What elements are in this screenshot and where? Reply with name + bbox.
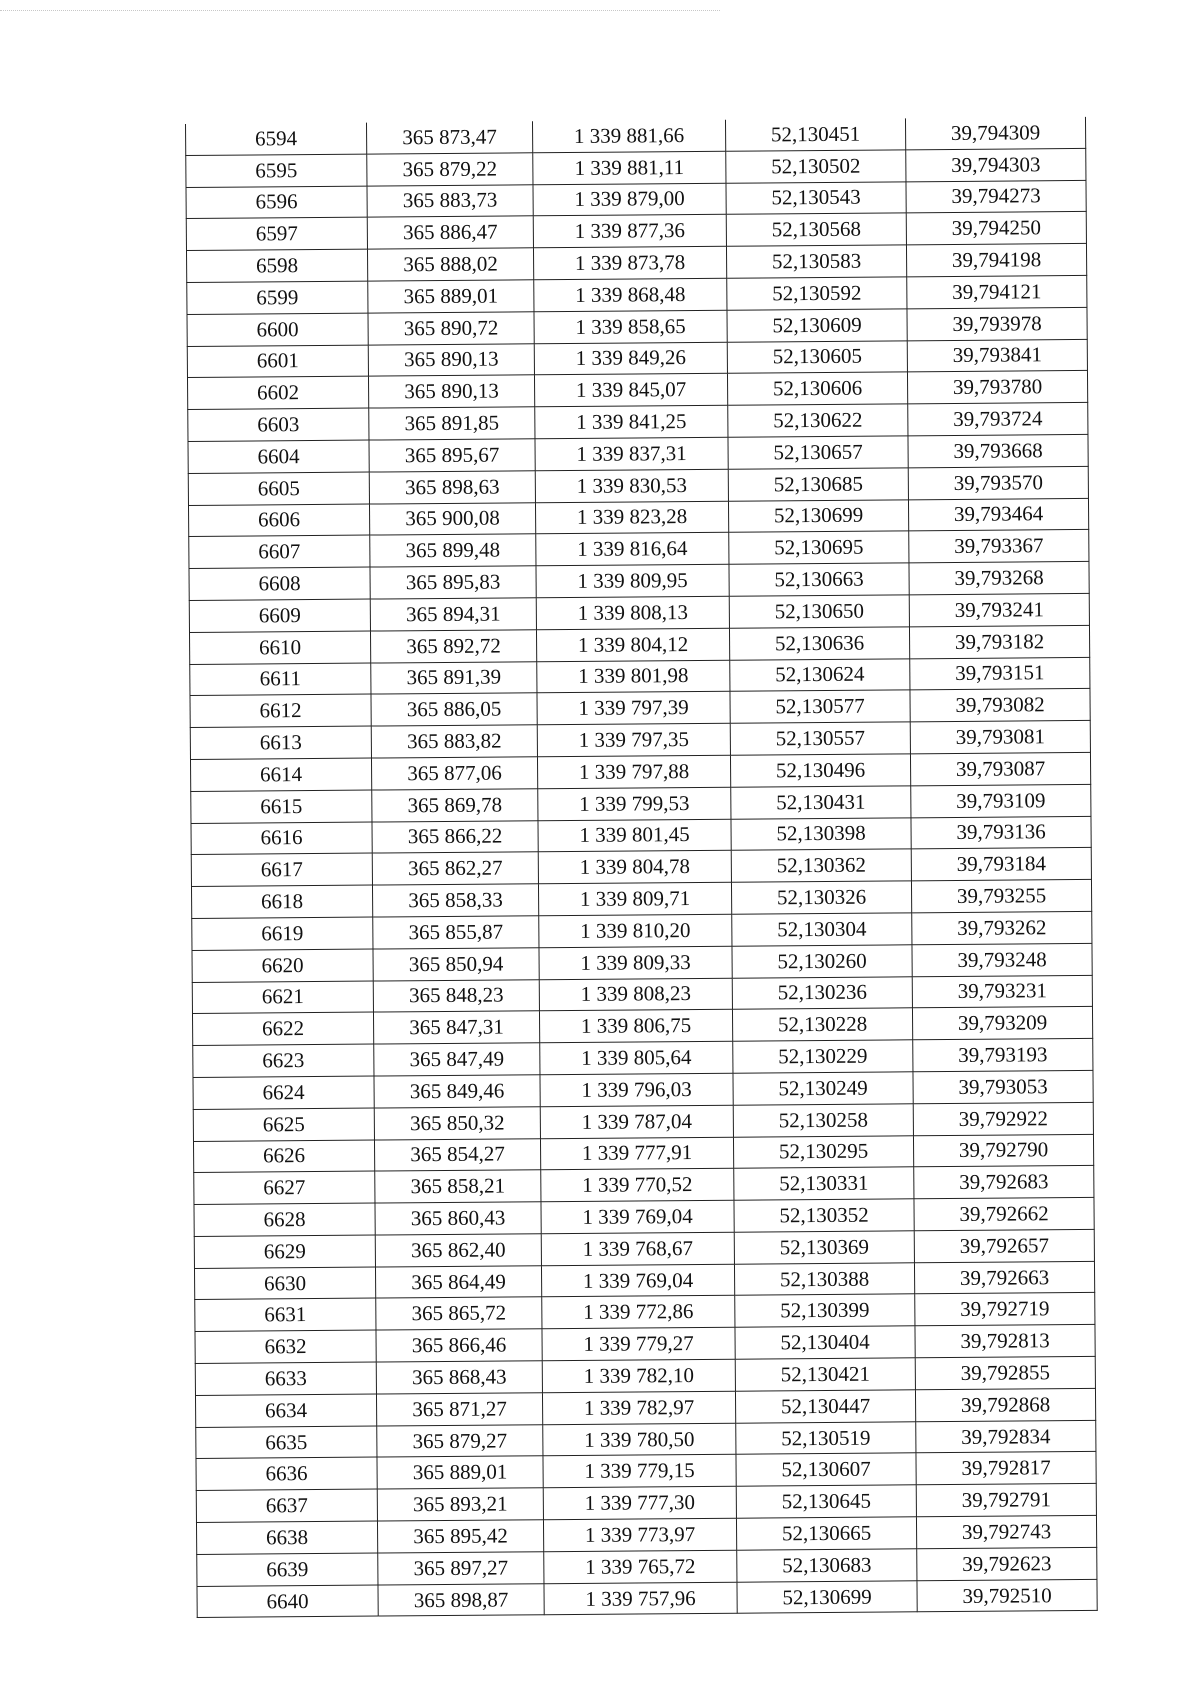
coord-x-cell: 365 847,49: [374, 1043, 540, 1076]
point-number-cell: 6612: [190, 694, 371, 727]
coord-y-cell: 1 339 782,97: [542, 1391, 735, 1424]
latitude-cell: 52,130699: [737, 1580, 917, 1613]
coord-x-cell: 365 850,32: [374, 1106, 540, 1139]
latitude-cell: 52,130451: [725, 118, 905, 151]
point-number-cell: 6620: [192, 949, 373, 982]
coord-x-cell: 365 871,27: [376, 1393, 542, 1426]
longitude-cell: 39,793367: [909, 530, 1089, 563]
coord-y-cell: 1 339 777,91: [540, 1137, 733, 1170]
longitude-cell: 39,793241: [909, 593, 1089, 626]
coord-x-cell: 365 879,27: [377, 1424, 543, 1457]
coord-x-cell: 365 860,43: [375, 1202, 541, 1235]
point-number-cell: 6606: [188, 504, 369, 537]
point-number-cell: 6600: [187, 313, 368, 346]
coord-x-cell: 365 862,27: [372, 852, 538, 885]
longitude-cell: 39,793231: [912, 975, 1092, 1008]
point-number-cell: 6597: [186, 217, 367, 250]
point-number-cell: 6594: [185, 123, 366, 156]
latitude-cell: 52,130607: [736, 1453, 916, 1486]
coord-x-cell: 365 890,72: [368, 312, 534, 345]
coord-x-cell: 365 894,31: [370, 598, 536, 631]
longitude-cell: 39,793087: [910, 752, 1090, 785]
longitude-cell: 39,794273: [906, 180, 1086, 213]
latitude-cell: 52,130249: [733, 1072, 913, 1105]
coord-y-cell: 1 339 768,67: [541, 1232, 734, 1265]
point-number-cell: 6626: [193, 1140, 374, 1173]
coord-x-cell: 365 855,87: [373, 916, 539, 949]
point-number-cell: 6623: [193, 1044, 374, 1077]
coord-x-cell: 365 898,87: [378, 1583, 544, 1616]
coord-y-cell: 1 339 772,86: [542, 1296, 735, 1329]
latitude-cell: 52,130496: [730, 754, 910, 787]
point-number-cell: 6604: [188, 440, 369, 473]
point-number-cell: 6598: [186, 249, 367, 282]
coord-x-cell: 365 877,06: [371, 757, 537, 790]
coord-x-cell: 365 866,22: [372, 820, 538, 853]
point-number-cell: 6617: [191, 853, 372, 886]
latitude-cell: 52,130636: [729, 627, 909, 660]
longitude-cell: 39,792922: [913, 1102, 1093, 1135]
coord-y-cell: 1 339 757,96: [544, 1582, 737, 1615]
longitude-cell: 39,792834: [916, 1420, 1096, 1453]
coord-x-cell: 365 889,01: [368, 280, 534, 313]
coord-x-cell: 365 854,27: [374, 1138, 540, 1171]
coord-y-cell: 1 339 849,26: [534, 342, 727, 375]
point-number-cell: 6601: [187, 345, 368, 378]
point-number-cell: 6634: [195, 1394, 376, 1427]
coord-y-cell: 1 339 808,13: [536, 596, 729, 629]
coord-y-cell: 1 339 806,75: [539, 1010, 732, 1043]
coord-x-cell: 365 869,78: [372, 788, 538, 821]
coord-x-cell: 365 864,49: [375, 1265, 541, 1298]
coord-y-cell: 1 339 877,36: [533, 215, 726, 248]
coord-x-cell: 365 891,85: [369, 407, 535, 440]
latitude-cell: 52,130399: [735, 1294, 915, 1327]
longitude-cell: 39,793255: [911, 880, 1091, 913]
latitude-cell: 52,130228: [732, 1008, 912, 1041]
longitude-cell: 39,792657: [914, 1229, 1094, 1262]
coord-x-cell: 365 890,13: [368, 343, 534, 376]
latitude-cell: 52,130258: [733, 1104, 913, 1137]
coord-x-cell: 365 848,23: [373, 979, 539, 1012]
coord-y-cell: 1 339 801,98: [537, 660, 730, 693]
latitude-cell: 52,130229: [733, 1040, 913, 1073]
latitude-cell: 52,130650: [729, 595, 909, 628]
coordinate-table-body: [185, 117, 1097, 1618]
coord-y-cell: 1 339 881,11: [533, 151, 726, 184]
longitude-cell: 39,792790: [913, 1134, 1093, 1167]
coord-y-cell: 1 339 797,88: [537, 755, 730, 788]
point-number-cell: 6631: [195, 1299, 376, 1332]
longitude-cell: 39,792662: [914, 1197, 1094, 1230]
coord-x-cell: 365 850,94: [373, 947, 539, 980]
longitude-cell: 39,792683: [914, 1166, 1094, 1199]
longitude-cell: 39,792663: [914, 1261, 1094, 1294]
coord-y-cell: 1 339 868,48: [534, 278, 727, 311]
latitude-cell: 52,130657: [728, 436, 908, 469]
coord-x-cell: 365 899,48: [370, 534, 536, 567]
longitude-cell: 39,793109: [911, 784, 1091, 817]
latitude-cell: 52,130447: [735, 1390, 915, 1423]
point-number-cell: 6637: [196, 1489, 377, 1522]
point-number-cell: 6628: [194, 1203, 375, 1236]
coord-x-cell: 365 888,02: [367, 248, 533, 281]
coord-y-cell: 1 339 769,04: [541, 1200, 734, 1233]
latitude-cell: 52,130685: [728, 468, 908, 501]
longitude-cell: 39,793136: [911, 816, 1091, 849]
longitude-cell: 39,794309: [905, 117, 1085, 150]
latitude-cell: 52,130557: [730, 722, 910, 755]
point-number-cell: 6602: [187, 376, 368, 409]
longitude-cell: 39,793053: [913, 1070, 1093, 1103]
coord-y-cell: 1 339 801,45: [538, 819, 731, 852]
coord-x-cell: 365 895,83: [370, 566, 536, 599]
coord-y-cell: 1 339 787,04: [540, 1105, 733, 1138]
point-number-cell: 6607: [189, 535, 370, 568]
coord-x-cell: 365 858,33: [372, 884, 538, 917]
coord-x-cell: 365 879,22: [367, 153, 533, 186]
longitude-cell: 39,792719: [915, 1293, 1095, 1326]
coord-x-cell: 365 883,73: [367, 184, 533, 217]
longitude-cell: 39,793262: [912, 911, 1092, 944]
point-number-cell: 6616: [191, 822, 372, 855]
longitude-cell: 39,792813: [915, 1325, 1095, 1358]
coord-y-cell: 1 339 797,35: [537, 723, 730, 756]
longitude-cell: 39,794303: [906, 148, 1086, 181]
point-number-cell: 6636: [196, 1458, 377, 1491]
coord-x-cell: 365 900,08: [369, 502, 535, 535]
latitude-cell: 52,130404: [735, 1326, 915, 1359]
latitude-cell: 52,130622: [728, 404, 908, 437]
latitude-cell: 52,130583: [726, 245, 906, 278]
point-number-cell: 6596: [186, 186, 367, 219]
coord-x-cell: 365 898,63: [369, 471, 535, 504]
point-number-cell: 6638: [196, 1521, 377, 1554]
latitude-cell: 52,130236: [732, 976, 912, 1009]
latitude-cell: 52,130362: [731, 849, 911, 882]
coord-x-cell: 365 893,21: [377, 1488, 543, 1521]
point-number-cell: 6595: [186, 154, 367, 187]
coord-y-cell: 1 339 765,72: [544, 1550, 737, 1583]
longitude-cell: 39,792743: [916, 1515, 1096, 1548]
point-number-cell: 6630: [194, 1267, 375, 1300]
point-number-cell: 6603: [188, 408, 369, 441]
latitude-cell: 52,130260: [732, 945, 912, 978]
point-number-cell: 6615: [191, 790, 372, 823]
longitude-cell: 39,793464: [908, 498, 1088, 531]
coord-y-cell: 1 339 809,33: [539, 946, 732, 979]
point-number-cell: 6621: [192, 981, 373, 1014]
longitude-cell: 39,794198: [906, 244, 1086, 277]
coord-y-cell: 1 339 782,10: [542, 1359, 735, 1392]
coord-y-cell: 1 339 769,04: [541, 1264, 734, 1297]
coord-y-cell: 1 339 816,64: [536, 533, 729, 566]
point-number-cell: 6622: [192, 1012, 373, 1045]
coord-y-cell: 1 339 873,78: [533, 246, 726, 279]
table-row: [197, 1579, 1097, 1618]
latitude-cell: 52,130605: [727, 340, 907, 373]
coord-x-cell: 365 873,47: [366, 121, 532, 154]
latitude-cell: 52,130695: [729, 531, 909, 564]
coord-x-cell: 365 865,72: [376, 1297, 542, 1330]
coord-y-cell: 1 339 845,07: [534, 374, 727, 407]
coord-x-cell: 365 890,13: [368, 375, 534, 408]
longitude-cell: 39,792623: [917, 1547, 1097, 1580]
scan-artifact-line: [0, 10, 720, 11]
longitude-cell: 39,793209: [912, 1007, 1092, 1040]
point-number-cell: 6633: [195, 1362, 376, 1395]
point-number-cell: 6613: [190, 726, 371, 759]
coord-y-cell: 1 339 799,53: [538, 787, 731, 820]
coord-y-cell: 1 339 805,64: [540, 1041, 733, 1074]
coord-y-cell: 1 339 858,65: [534, 310, 727, 343]
latitude-cell: 52,130304: [732, 913, 912, 946]
point-number-cell: 6599: [187, 281, 368, 314]
coord-x-cell: 365 889,01: [377, 1456, 543, 1489]
latitude-cell: 52,130665: [736, 1517, 916, 1550]
latitude-cell: 52,130663: [729, 563, 909, 596]
coord-y-cell: 1 339 804,78: [538, 851, 731, 884]
coord-y-cell: 1 339 779,27: [542, 1327, 735, 1360]
coord-y-cell: 1 339 881,66: [532, 120, 725, 153]
coord-y-cell: 1 339 809,95: [536, 564, 729, 597]
coord-x-cell: 365 891,39: [371, 661, 537, 694]
point-number-cell: 6614: [190, 758, 371, 791]
latitude-cell: 52,130645: [736, 1485, 916, 1518]
latitude-cell: 52,130519: [736, 1421, 916, 1454]
point-number-cell: 6625: [193, 1108, 374, 1141]
point-number-cell: 6609: [189, 599, 370, 632]
longitude-cell: 39,793780: [907, 371, 1087, 404]
latitude-cell: 52,130609: [727, 309, 907, 342]
latitude-cell: 52,130295: [733, 1135, 913, 1168]
latitude-cell: 52,130543: [726, 181, 906, 214]
latitude-cell: 52,130431: [731, 786, 911, 819]
latitude-cell: 52,130326: [731, 881, 911, 914]
longitude-cell: 39,792510: [917, 1579, 1097, 1612]
longitude-cell: 39,792855: [915, 1356, 1095, 1389]
coord-y-cell: 1 339 809,71: [538, 882, 731, 915]
latitude-cell: 52,130421: [735, 1358, 915, 1391]
latitude-cell: 52,130568: [726, 213, 906, 246]
point-number-cell: 6605: [188, 472, 369, 505]
point-number-cell: 6639: [197, 1553, 378, 1586]
point-number-cell: 6629: [194, 1235, 375, 1268]
coord-y-cell: 1 339 808,23: [539, 978, 732, 1011]
coord-y-cell: 1 339 779,15: [543, 1455, 736, 1488]
coord-x-cell: 365 862,40: [375, 1234, 541, 1267]
longitude-cell: 39,793082: [910, 689, 1090, 722]
longitude-cell: 39,793248: [912, 943, 1092, 976]
point-number-cell: 6610: [189, 631, 370, 664]
coord-x-cell: 365 883,82: [371, 725, 537, 758]
coord-x-cell: 365 849,46: [374, 1075, 540, 1108]
longitude-cell: 39,792817: [916, 1452, 1096, 1485]
latitude-cell: 52,130331: [734, 1167, 914, 1200]
point-number-cell: 6608: [189, 567, 370, 600]
coord-y-cell: 1 339 804,12: [536, 628, 729, 661]
latitude-cell: 52,130369: [734, 1231, 914, 1264]
coord-y-cell: 1 339 810,20: [539, 914, 732, 947]
coord-y-cell: 1 339 777,30: [543, 1486, 736, 1519]
longitude-cell: 39,793151: [910, 657, 1090, 690]
latitude-cell: 52,130699: [728, 499, 908, 532]
longitude-cell: 39,792791: [916, 1484, 1096, 1517]
latitude-cell: 52,130606: [727, 372, 907, 405]
point-number-cell: 6611: [190, 663, 371, 696]
longitude-cell: 39,793268: [909, 562, 1089, 595]
coord-y-cell: 1 339 797,39: [537, 692, 730, 725]
coord-y-cell: 1 339 879,00: [533, 183, 726, 216]
coord-x-cell: 365 895,67: [369, 439, 535, 472]
coord-y-cell: 1 339 780,50: [543, 1423, 736, 1456]
point-number-cell: 6640: [197, 1585, 378, 1618]
longitude-cell: 39,793978: [907, 307, 1087, 340]
longitude-cell: 39,793841: [907, 339, 1087, 372]
coord-x-cell: 365 897,27: [378, 1552, 544, 1585]
coord-x-cell: 365 895,42: [377, 1520, 543, 1553]
coord-x-cell: 365 858,21: [375, 1170, 541, 1203]
latitude-cell: 52,130683: [737, 1549, 917, 1582]
longitude-cell: 39,793724: [908, 403, 1088, 436]
point-number-cell: 6632: [195, 1330, 376, 1363]
coord-y-cell: 1 339 796,03: [540, 1073, 733, 1106]
latitude-cell: 52,130592: [727, 277, 907, 310]
latitude-cell: 52,130624: [730, 658, 910, 691]
coord-y-cell: 1 339 830,53: [535, 469, 728, 502]
longitude-cell: 39,794121: [907, 275, 1087, 308]
coordinate-table: [185, 117, 1098, 1618]
coord-y-cell: 1 339 837,31: [535, 437, 728, 470]
longitude-cell: 39,793570: [908, 466, 1088, 499]
longitude-cell: 39,794250: [906, 212, 1086, 245]
point-number-cell: 6619: [192, 917, 373, 950]
longitude-cell: 39,793184: [911, 848, 1091, 881]
coord-x-cell: 365 868,43: [376, 1361, 542, 1394]
latitude-cell: 52,130577: [730, 690, 910, 723]
coord-x-cell: 365 886,47: [367, 216, 533, 249]
point-number-cell: 6635: [196, 1426, 377, 1459]
coord-x-cell: 365 866,46: [376, 1329, 542, 1362]
coord-y-cell: 1 339 823,28: [535, 501, 728, 534]
coord-y-cell: 1 339 770,52: [541, 1169, 734, 1202]
coord-x-cell: 365 847,31: [373, 1011, 539, 1044]
longitude-cell: 39,793081: [910, 721, 1090, 754]
latitude-cell: 52,130352: [734, 1199, 914, 1232]
point-number-cell: 6627: [194, 1171, 375, 1204]
longitude-cell: 39,793668: [908, 434, 1088, 467]
latitude-cell: 52,130388: [734, 1262, 914, 1295]
latitude-cell: 52,130502: [726, 150, 906, 183]
longitude-cell: 39,793182: [909, 625, 1089, 658]
longitude-cell: 39,793193: [913, 1039, 1093, 1072]
longitude-cell: 39,792868: [915, 1388, 1095, 1421]
coord-y-cell: 1 339 773,97: [543, 1518, 736, 1551]
coord-x-cell: 365 892,72: [370, 630, 536, 663]
point-number-cell: 6618: [191, 885, 372, 918]
coord-y-cell: 1 339 841,25: [535, 405, 728, 438]
latitude-cell: 52,130398: [731, 817, 911, 850]
point-number-cell: 6624: [193, 1076, 374, 1109]
coord-x-cell: 365 886,05: [371, 693, 537, 726]
